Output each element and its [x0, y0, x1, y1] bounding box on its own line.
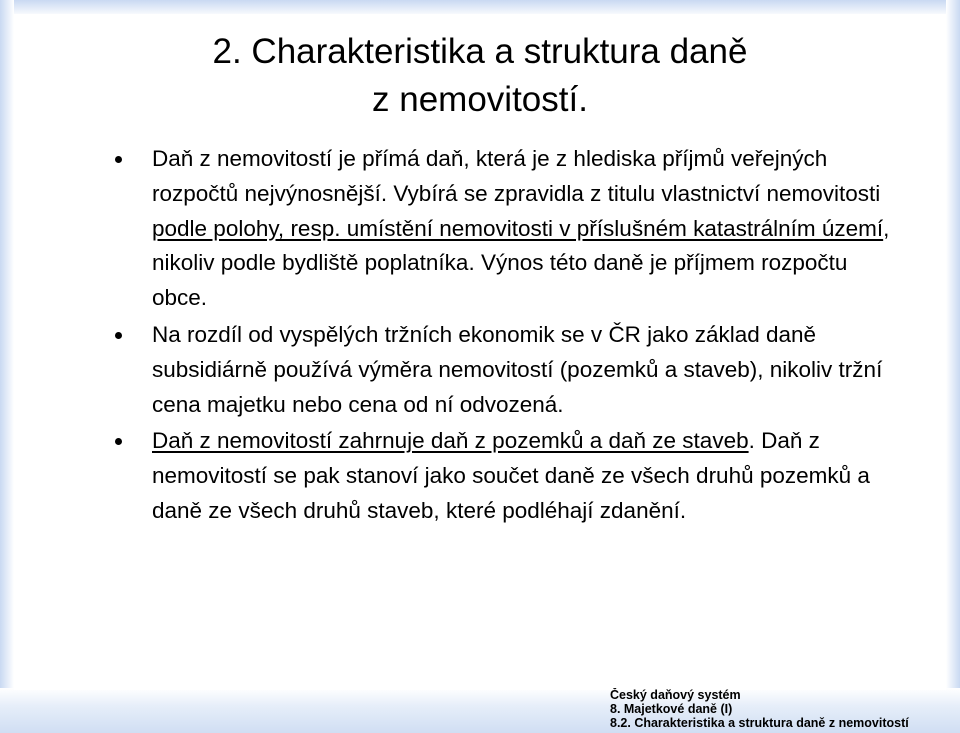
footer-section: 8.2. Charakteristika a struktura daně z nemovitostí	[610, 716, 909, 730]
bullet-item	[115, 318, 905, 422]
footer-course: Český daňový systém	[610, 688, 741, 702]
slide-title	[60, 28, 900, 124]
border-right	[946, 0, 960, 733]
bullet-text: . Daň z nemovitostí se pak stanoví jako součet daně ze všech druhů pozemků a daně ze všech druhů staveb, které podléhají zdanění.	[152, 428, 870, 523]
slide-title-line-2: z nemovitostí.	[372, 80, 588, 119]
bullet-text: Daň z nemovitostí je přímá daň, která je z hlediska příjmů veřejných rozpočtů nejvýnosnější. Vybírá se zpravidla z titulu vlastnictví nemovitosti	[152, 146, 881, 206]
slide-footer	[610, 688, 955, 730]
bullet-item	[115, 142, 905, 316]
bullet-dot-icon	[115, 332, 122, 339]
bullet-dot-icon	[115, 438, 122, 445]
bullet-text: Na rozdíl od vyspělých tržních ekonomik se v ČR jako základ daně subsidiárně používá výměra nemovitostí (pozemků a staveb), nikoliv tržní cena majetku nebo cena od ní odvozená.	[152, 321, 883, 417]
bullet-text-underlined: Daň z nemovitostí zahrnuje daň z pozemků a daň ze staveb	[152, 428, 749, 454]
border-left	[0, 0, 14, 733]
bullet-item	[115, 424, 905, 528]
bullet-text-underlined: podle polohy, resp. umístění nemovitosti v příslušném katastrálním území	[152, 215, 884, 241]
slide-title-line-1: 2. Charakteristika a struktura daně	[212, 32, 748, 71]
bullet-dot-icon	[115, 156, 122, 163]
bullet-list	[115, 142, 905, 531]
bullet-text: , nikoliv podle bydliště poplatníka. Výnos této daně je příjmem rozpočtu obce.	[152, 215, 890, 311]
footer-chapter: 8. Majetkové daně (I)	[610, 702, 733, 716]
